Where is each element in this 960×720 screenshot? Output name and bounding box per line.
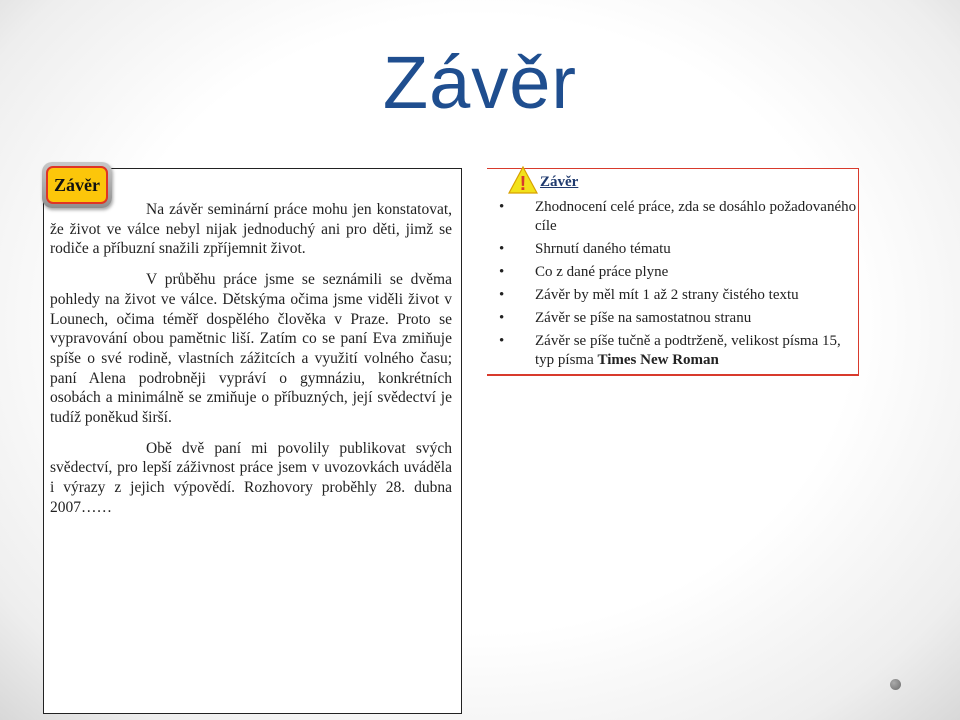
warning-icon — [508, 166, 538, 194]
requirements-list — [499, 198, 859, 374]
list-item — [499, 309, 859, 328]
list-item-text: Závěr se píše tučně a podtrženě, velikost písma 15, typ písma — [535, 333, 841, 368]
list-item-text: Co z dané práce plyne — [535, 264, 669, 280]
left-panel-text — [50, 200, 452, 529]
corner-dot-right — [890, 679, 901, 690]
right-panel-heading: Závěr — [540, 174, 579, 190]
paragraph-2: V průběhu práce jsme se seznámili se dvěma pohledy na život ve válce. Dětskýma očima jsme viděli život v Lounech, očima téměř dospělého člověka v Praze. Proto se vypravování obou pamětnic liší. Zatím co se paní Eva zmiňuje spíše o své rodině, vlastních zážitcích a využití volného času; paní Alena podrobněji vypráví o gymnáziu, konkrétních osobách a minimálně se zmiňuje o příbuzných, její svědectví je tudíž poněkud širší. — [50, 271, 452, 427]
bullet-icon: • — [499, 264, 505, 280]
list-item — [499, 198, 859, 236]
zaver-badge-label: Závěr — [46, 166, 108, 204]
list-item — [499, 263, 859, 282]
slide-title: Závěr — [382, 41, 578, 124]
list-item-text: Závěr by měl mít 1 až 2 strany čistého textu — [535, 287, 799, 303]
list-item-text: Zhodnocení celé práce, zda se dosáhlo požadovaného cíle — [535, 199, 857, 234]
list-item-text: Shrnutí daného tématu — [535, 241, 671, 257]
list-item — [499, 286, 859, 305]
bullet-icon: • — [499, 241, 505, 257]
paragraph-3: Obě dvě paní mi povolily publikovat svých svědectví, pro lepší záživnost práce jsem v uvozovkách uváděla i výrazy z jejich výpovědí. Rozhovory proběhly 28. dubna 2007…… — [50, 439, 452, 516]
bullet-icon: • — [499, 333, 505, 349]
bullet-icon: • — [499, 287, 505, 303]
list-item — [499, 332, 859, 370]
list-item — [499, 240, 859, 259]
bullet-icon: • — [499, 199, 505, 215]
list-item-bold: Times New Roman — [597, 352, 719, 368]
svg-text:!: ! — [519, 173, 527, 194]
list-item-text: Závěr se píše na samostatnou stranu — [535, 310, 752, 326]
bullet-icon: • — [499, 310, 505, 326]
paragraph-1: Na závěr seminární práce mohu jen konstatovat, že život ve válce nebyl nijak jednoduchý ani pro děti, jimž se rodiče a příbuzní snažili zpříjemnit život. — [50, 201, 452, 258]
